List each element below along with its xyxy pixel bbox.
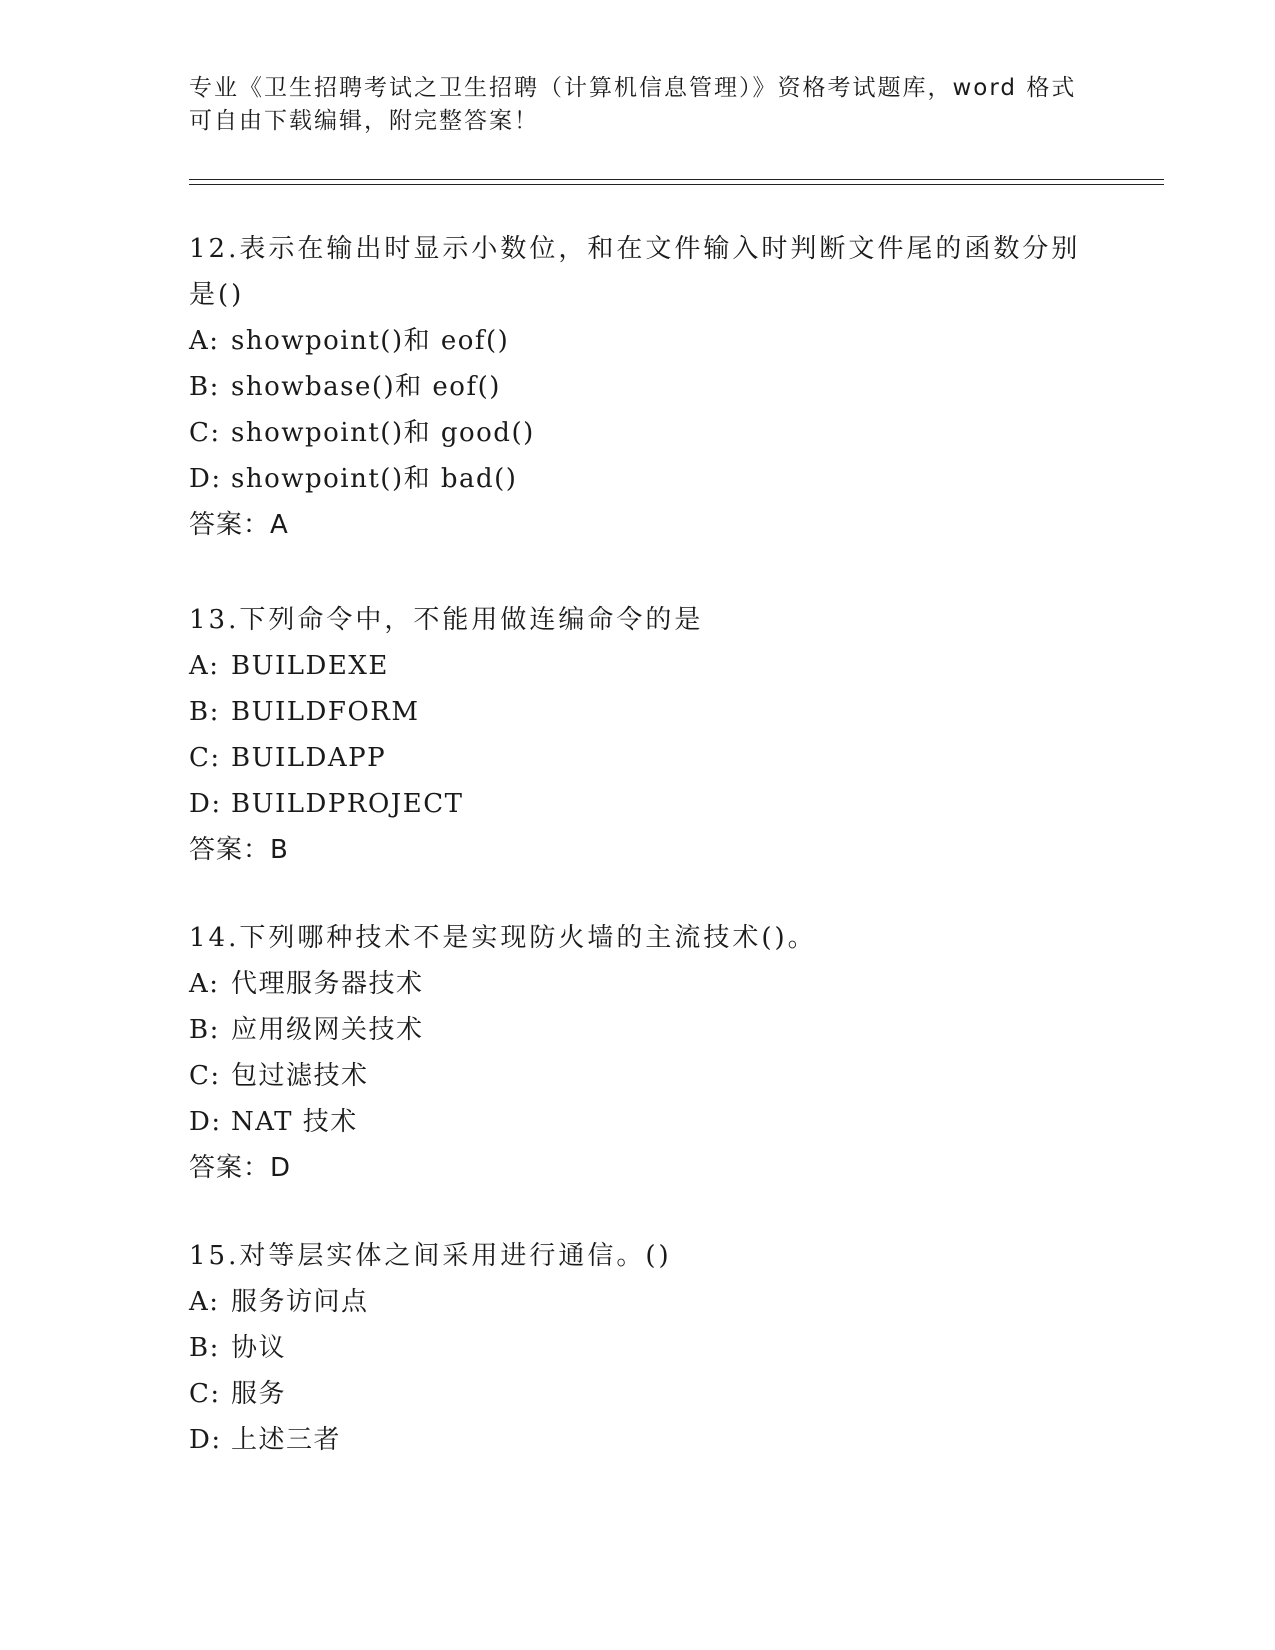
option-a bbox=[189, 961, 1089, 1007]
option-text: BUILDEXE bbox=[231, 651, 389, 681]
header-divider-bottom bbox=[189, 184, 1164, 185]
option-key: D: bbox=[189, 464, 222, 494]
option-key: C: bbox=[189, 418, 221, 448]
option-key: D: bbox=[189, 1425, 222, 1455]
option-d bbox=[189, 456, 1089, 502]
option-key: D: bbox=[189, 789, 222, 819]
option-d bbox=[189, 1417, 1089, 1463]
question-12 bbox=[189, 226, 1089, 548]
option-key: C: bbox=[189, 1061, 221, 1091]
option-a bbox=[189, 643, 1089, 689]
option-text: 服务访问点 bbox=[231, 1287, 369, 1317]
option-text: 协议 bbox=[231, 1333, 287, 1363]
option-text: showpoint()和 eof() bbox=[231, 326, 510, 356]
option-text: 上述三者 bbox=[231, 1425, 342, 1455]
option-text: showbase()和 eof() bbox=[231, 372, 501, 402]
option-text: NAT 技术 bbox=[231, 1107, 358, 1137]
option-key: C: bbox=[189, 743, 221, 773]
answer: 答案：D bbox=[189, 1153, 292, 1183]
option-text: 应用级网关技术 bbox=[231, 1015, 424, 1045]
question-text: 13.下列命令中，不能用做连编命令的是 bbox=[189, 605, 704, 635]
option-text: showpoint()和 good() bbox=[231, 418, 535, 448]
option-text: 服务 bbox=[231, 1379, 287, 1409]
option-a bbox=[189, 318, 1089, 364]
option-key: B: bbox=[189, 372, 220, 402]
option-c bbox=[189, 1053, 1089, 1099]
option-key: A: bbox=[189, 326, 220, 356]
option-key: A: bbox=[189, 969, 220, 999]
option-c bbox=[189, 410, 1089, 456]
option-key: B: bbox=[189, 1333, 220, 1363]
option-key: A: bbox=[189, 651, 220, 681]
option-text: 代理服务器技术 bbox=[231, 969, 424, 999]
document-header bbox=[189, 72, 1089, 138]
option-key: D: bbox=[189, 1107, 222, 1137]
option-c bbox=[189, 1371, 1089, 1417]
question-15 bbox=[189, 1233, 1089, 1463]
question-text: 12.表示在输出时显示小数位，和在文件输入时判断文件尾的函数分别 bbox=[189, 234, 1081, 264]
option-text: BUILDFORM bbox=[231, 697, 420, 727]
option-text: BUILDAPP bbox=[231, 743, 387, 773]
option-text: BUILDPROJECT bbox=[231, 789, 464, 819]
question-text-continued: 是() bbox=[189, 280, 245, 310]
option-d bbox=[189, 781, 1089, 827]
option-key: A: bbox=[189, 1287, 220, 1317]
option-a bbox=[189, 1279, 1089, 1325]
option-text: 包过滤技术 bbox=[231, 1061, 369, 1091]
header-line-2: 可自由下载编辑，附完整答案！ bbox=[189, 108, 539, 134]
option-b bbox=[189, 689, 1089, 735]
option-text: showpoint()和 bad() bbox=[231, 464, 518, 494]
header-divider-top bbox=[189, 179, 1164, 180]
question-14 bbox=[189, 915, 1089, 1191]
header-line-1: 专业《卫生招聘考试之卫生招聘（计算机信息管理）》资格考试题库，word 格式 bbox=[189, 75, 1077, 101]
option-c bbox=[189, 735, 1089, 781]
question-text: 14.下列哪种技术不是实现防火墙的主流技术()。 bbox=[189, 923, 817, 953]
option-key: B: bbox=[189, 1015, 220, 1045]
option-key: B: bbox=[189, 697, 220, 727]
question-13 bbox=[189, 597, 1089, 873]
question-text: 15.对等层实体之间采用进行通信。() bbox=[189, 1241, 672, 1271]
option-d bbox=[189, 1099, 1089, 1145]
option-b bbox=[189, 364, 1089, 410]
option-key: C: bbox=[189, 1379, 221, 1409]
option-b bbox=[189, 1007, 1089, 1053]
answer: 答案：A bbox=[189, 510, 289, 540]
answer: 答案：B bbox=[189, 835, 289, 865]
option-b bbox=[189, 1325, 1089, 1371]
